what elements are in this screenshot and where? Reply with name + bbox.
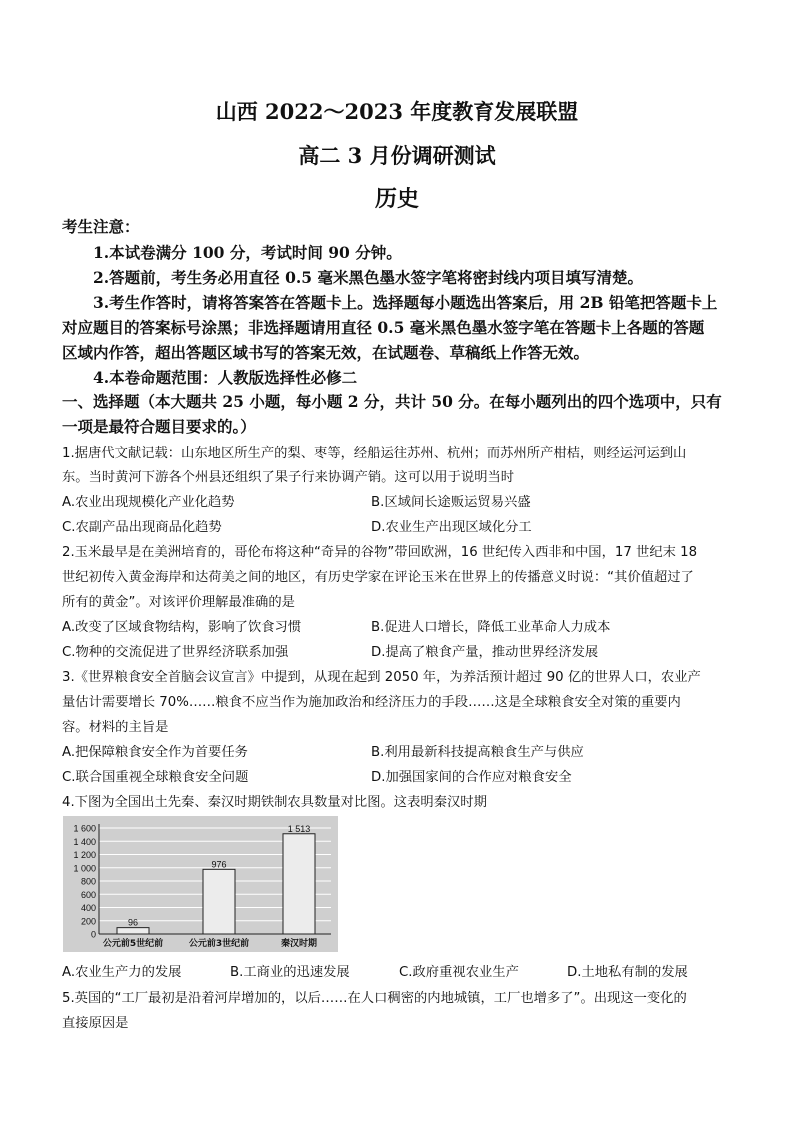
q1-option-c: C.农副产品出现商品化趋势 — [62, 520, 222, 535]
q2-stem-line-2: 世纪初传入黄金海岸和达荷美之间的地区，有历史学家在评论玉米在世界上的传播意义时说：“其价值超过了 — [62, 570, 694, 585]
exam-subtitle: 高二 3 月份调研测试 — [298, 143, 496, 168]
q2-option-d: D.提高了粮食产量，推动世界经济发展 — [371, 645, 599, 660]
q4-option-a: A.农业生产力的发展 — [62, 965, 182, 980]
q4-option-d: D.土地私有制的发展 — [567, 965, 688, 980]
q3-option-c: C.联合国重视全球粮食安全问题 — [62, 770, 249, 785]
subject-title: 历史 — [374, 186, 419, 212]
q1-option-a: A.农业出现规模化产业化趋势 — [62, 495, 235, 510]
q4-stem: 4.下图为全国出土先秦、秦汉时期铁制农具数量对比图。这表明秦汉时期 — [62, 795, 487, 810]
bar — [203, 869, 235, 934]
y-tick-label: 800 — [80, 876, 96, 887]
q3-option-b: B.利用最新科技提高粮食生产与供应 — [371, 745, 584, 760]
q4-option-b: B.工商业的迅速发展 — [230, 965, 350, 980]
exam-title: 山西 2022～2023 年度教育发展联盟 — [215, 99, 579, 124]
notice-heading: 考生注意： — [62, 217, 140, 236]
x-category-label: 公元前3世纪前 — [188, 939, 250, 949]
q3-option-a: A.把保障粮食安全作为首要任务 — [62, 745, 248, 760]
notice-item-3-line-3: 区域内作答，超出答题区域书写的答案无效，在试题卷、草稿纸上作答无效。 — [62, 343, 590, 362]
q2-stem-line-1: 2.玉米最早是在美洲培育的，哥伦布将这种“奇异的谷物”带回欧洲，16 世纪传入西非和中国，17 世纪末 18 — [62, 545, 698, 560]
y-tick-label: 600 — [80, 889, 96, 900]
q3-stem-line-2: 量估计需要增长 70%……粮食不应当作为施加政治和经济压力的手段……这是全球粮食安全对策的重要内 — [62, 695, 681, 710]
q1-option-b: B.区域间长途贩运贸易兴盛 — [371, 495, 531, 510]
q1-stem-line-2: 东。当时黄河下游各个州县还组织了果子行来协调产销。这可以用于说明当时 — [62, 470, 515, 485]
notice-item-2: 2.答题前，考生务必用直径 0.5 毫米黑色墨水签字笔将密封线内项目填写清楚。 — [93, 268, 643, 287]
bar — [283, 834, 315, 934]
q3-stem-line-1: 3.《世界粮食安全首脑会议宣言》中提到，从现在起到 2050 年，为养活预计超过 90 亿的世界人口，农业产 — [62, 670, 701, 685]
notice-item-3-line-2: 对应题目的答案标号涂黑；非选择题请用直径 0.5 毫米黑色墨水签字笔在答题卡上各题的答题 — [62, 318, 705, 337]
q4-option-c: C.政府重视农业生产 — [399, 965, 519, 980]
x-category-label: 秦汉时期 — [280, 939, 318, 949]
notice-item-1: 1.本试卷满分 100 分，考试时间 90 分钟。 — [93, 243, 402, 262]
q1-stem-line-1: 1.据唐代文献记载：山东地区所生产的梨、枣等，经船运往苏州、杭州；而苏州所产柑桔，则经运河运到山 — [62, 446, 687, 461]
q3-stem-line-3: 容。材料的主旨是 — [62, 720, 169, 735]
iron-tools-bar-chart — [63, 816, 338, 952]
x-category-label: 公元前5世纪前 — [102, 939, 164, 949]
q3-option-d: D.加强国家间的合作应对粮食安全 — [371, 770, 572, 785]
y-tick-label: 0 — [90, 929, 96, 940]
y-tick-label: 1 400 — [73, 836, 96, 847]
bar — [117, 928, 149, 934]
bar-value-label: 96 — [127, 917, 139, 928]
q1-option-d: D.农业生产出现区域化分工 — [371, 520, 532, 535]
bar-value-label: 976 — [211, 859, 227, 870]
q2-option-b: B.促进人口增长，降低工业革命人力成本 — [371, 620, 611, 635]
notice-item-3-line-1: 3.考生作答时，请将答案答在答题卡上。选择题每小题选出答案后，用 2B 铅笔把答题卡上 — [93, 293, 718, 312]
q2-option-a: A.改变了区域食物结构，影响了饮食习惯 — [62, 620, 302, 635]
bar-value-label: 1 513 — [287, 823, 311, 834]
y-tick-label: 400 — [80, 903, 96, 913]
q2-option-c: C.物种的交流促进了世界经济联系加强 — [62, 645, 289, 660]
section-heading-line-2: 一项是最符合题目要求的。） — [62, 417, 256, 436]
section-heading-line-1: 一、选择题（本大题共 25 小题，每小题 2 分，共计 50 分。在每小题列出的四个选项中，只有 — [62, 392, 722, 411]
chart-canvas — [63, 816, 338, 952]
q2-stem-line-3: 所有的黄金”。对该评价理解最准确的是 — [62, 595, 295, 610]
q5-stem-line-2: 直接原因是 — [62, 1016, 129, 1031]
y-tick-label: 1 000 — [73, 863, 96, 874]
q5-stem-line-1: 5.英国的“工厂最初是沿着河岸增加的，以后……在人口稠密的内地城镇，工厂也增多了”。出现这一变化的 — [62, 991, 687, 1006]
notice-item-4: 4.本卷命题范围：人教版选择性必修二 — [93, 368, 358, 387]
y-tick-label: 1 600 — [73, 823, 96, 834]
y-tick-label: 200 — [80, 916, 96, 927]
y-tick-label: 1 200 — [73, 850, 96, 860]
